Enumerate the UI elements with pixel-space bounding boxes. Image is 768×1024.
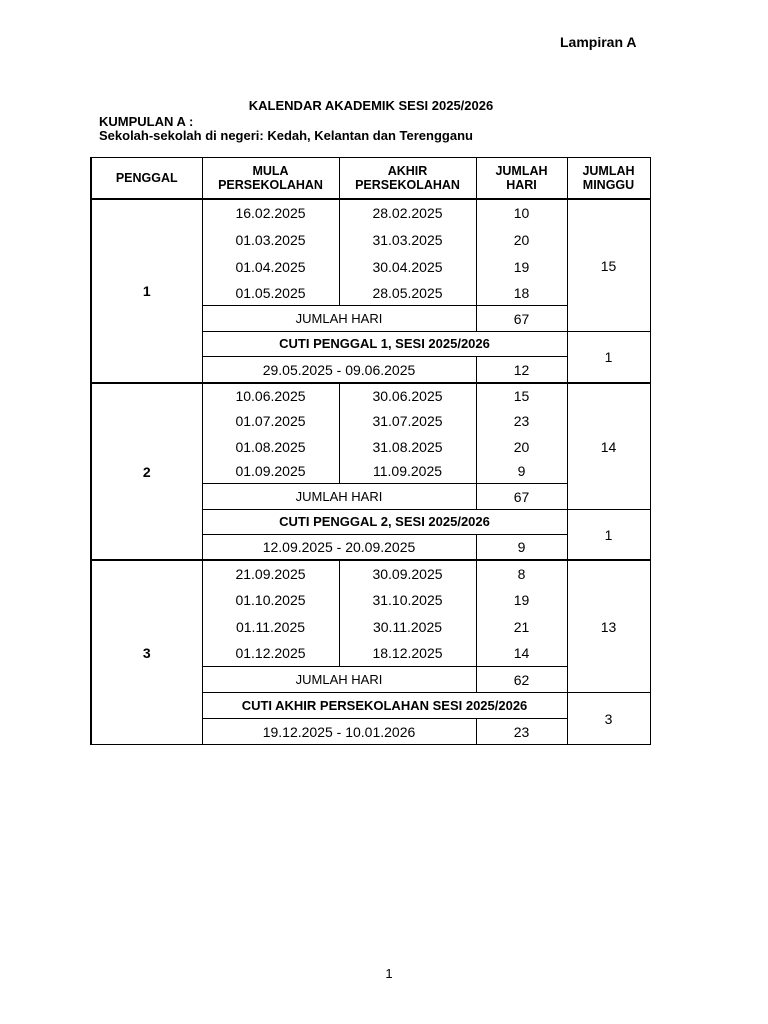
end-date: 28.02.2025 (339, 199, 476, 226)
holiday-weeks: 1 (567, 332, 650, 384)
start-date: 01.11.2025 (202, 613, 339, 640)
header-jumlah-hari: JUMLAH HARI (476, 158, 567, 200)
start-date: 01.05.2025 (202, 280, 339, 306)
holiday-weeks: 1 (567, 510, 650, 561)
academic-calendar-table (90, 157, 651, 745)
start-date: 01.04.2025 (202, 253, 339, 280)
end-date: 28.05.2025 (339, 280, 476, 306)
start-date: 01.08.2025 (202, 434, 339, 459)
end-date: 30.11.2025 (339, 613, 476, 640)
group-label: KUMPULAN A : (99, 114, 194, 129)
end-date: 31.07.2025 (339, 408, 476, 434)
term-number: 3 (91, 560, 202, 745)
days-count: 20 (476, 226, 567, 253)
header-mula: MULA PERSEKOLAHAN (202, 158, 339, 200)
start-date: 01.03.2025 (202, 226, 339, 253)
days-count: 15 (476, 383, 567, 408)
holiday-dates: 12.09.2025 - 20.09.2025 (202, 535, 476, 561)
start-date: 10.06.2025 (202, 383, 339, 408)
end-date: 31.03.2025 (339, 226, 476, 253)
total-days-label: JUMLAH HARI (202, 667, 476, 693)
total-days-label: JUMLAH HARI (202, 484, 476, 510)
holiday-dates: 29.05.2025 - 09.06.2025 (202, 357, 476, 384)
end-date: 30.06.2025 (339, 383, 476, 408)
weeks-count: 15 (567, 199, 650, 332)
table-row (91, 383, 650, 408)
start-date: 01.07.2025 (202, 408, 339, 434)
start-date: 01.09.2025 (202, 459, 339, 484)
total-days-value: 67 (476, 484, 567, 510)
total-days-label: JUMLAH HARI (202, 306, 476, 332)
days-count: 18 (476, 280, 567, 306)
start-date: 16.02.2025 (202, 199, 339, 226)
days-count: 19 (476, 253, 567, 280)
group-heading (99, 115, 473, 143)
weeks-count: 14 (567, 383, 650, 510)
states-label: Sekolah-sekolah di negeri: Kedah, Kelantan dan Terengganu (99, 128, 473, 143)
holiday-days: 9 (476, 535, 567, 561)
days-count: 20 (476, 434, 567, 459)
total-days-value: 67 (476, 306, 567, 332)
start-date: 21.09.2025 (202, 560, 339, 586)
holiday-label: CUTI PENGGAL 2, SESI 2025/2026 (202, 510, 567, 535)
holiday-label: CUTI AKHIR PERSEKOLAHAN SESI 2025/2026 (202, 693, 567, 719)
header-jumlah-minggu: JUMLAH MINGGU (567, 158, 650, 200)
start-date: 01.10.2025 (202, 586, 339, 613)
table-row (91, 560, 650, 586)
weeks-count: 13 (567, 560, 650, 693)
end-date: 11.09.2025 (339, 459, 476, 484)
annex-label: Lampiran A (560, 34, 637, 50)
holiday-days: 12 (476, 357, 567, 384)
days-count: 19 (476, 586, 567, 613)
end-date: 31.08.2025 (339, 434, 476, 459)
page-number: 1 (385, 966, 393, 981)
days-count: 10 (476, 199, 567, 226)
days-count: 14 (476, 640, 567, 667)
term-number: 2 (91, 383, 202, 560)
term-number: 1 (91, 199, 202, 383)
header-penggal: PENGGAL (91, 158, 202, 200)
days-count: 21 (476, 613, 567, 640)
days-count: 9 (476, 459, 567, 484)
end-date: 30.04.2025 (339, 253, 476, 280)
table-row (91, 199, 650, 226)
end-date: 30.09.2025 (339, 560, 476, 586)
total-days-value: 62 (476, 667, 567, 693)
end-date: 18.12.2025 (339, 640, 476, 667)
start-date: 01.12.2025 (202, 640, 339, 667)
holiday-label: CUTI PENGGAL 1, SESI 2025/2026 (202, 332, 567, 357)
end-date: 31.10.2025 (339, 586, 476, 613)
table-header-row (91, 158, 650, 200)
days-count: 23 (476, 408, 567, 434)
holiday-dates: 19.12.2025 - 10.01.2026 (202, 719, 476, 745)
days-count: 8 (476, 560, 567, 586)
holiday-weeks: 3 (567, 693, 650, 745)
calendar-title: KALENDAR AKADEMIK SESI 2025/2026 (248, 98, 494, 113)
header-akhir: AKHIR PERSEKOLAHAN (339, 158, 476, 200)
holiday-days: 23 (476, 719, 567, 745)
